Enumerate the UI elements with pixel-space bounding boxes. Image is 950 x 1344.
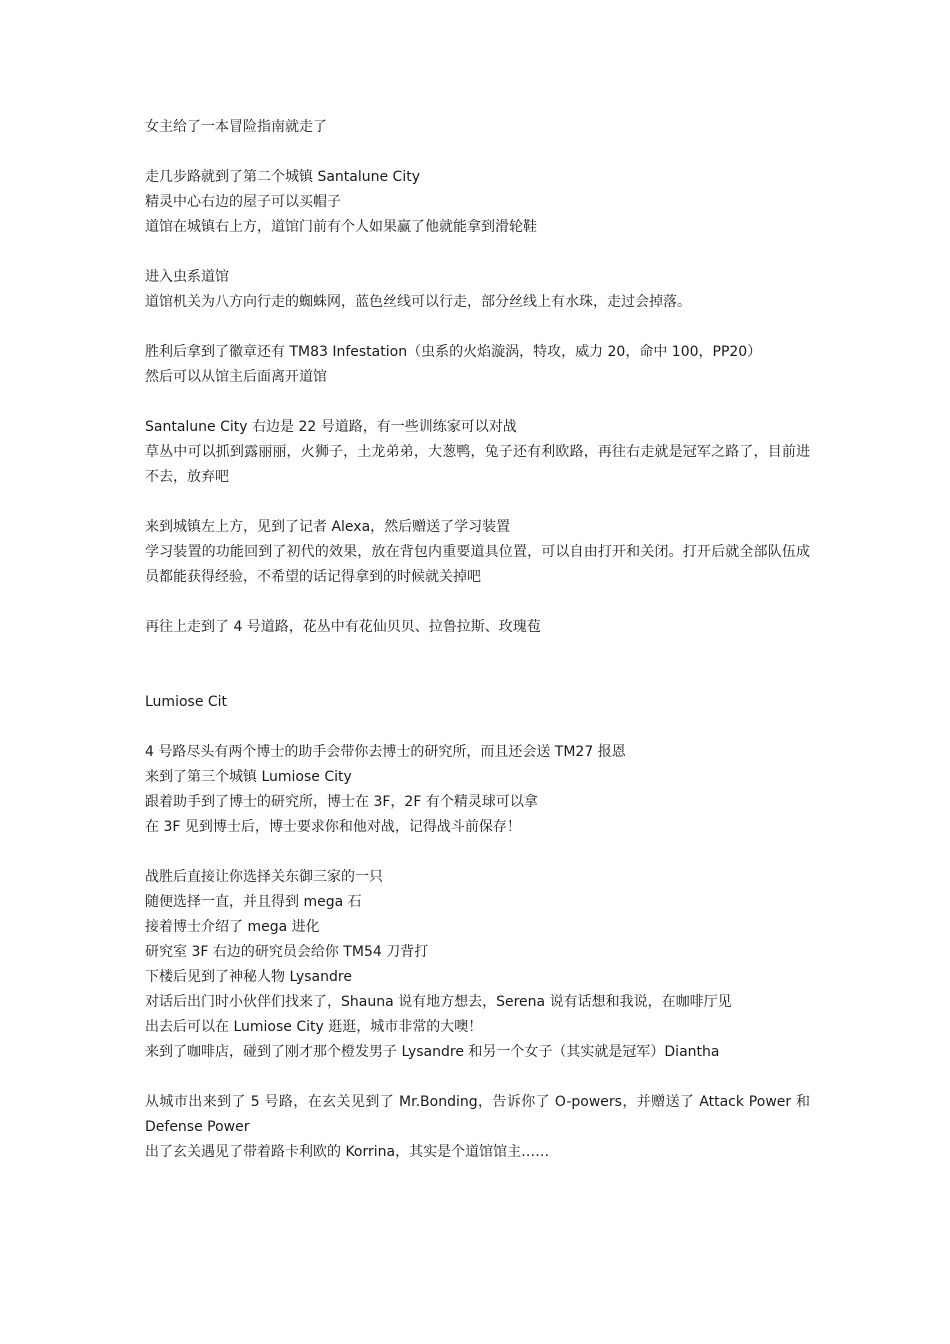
text-line: 精灵中心右边的屋子可以买帽子	[145, 194, 341, 210]
text-line: 走几步路就到了第二个城镇 Santalune City	[145, 169, 420, 185]
text-line: 在 3F 见到博士后，博士要求你和他对战，记得战斗前保存！	[145, 819, 521, 835]
text-line: 从城市出来到了 5 号路，在玄关见到了 Mr.Bonding，告诉你了 O-powers，并赠送了 Attack Power 和 Defense Power	[145, 1094, 810, 1135]
text-line: 进入虫系道馆	[145, 269, 229, 285]
text-line: 然后可以从馆主后面离开道馆	[145, 369, 327, 385]
text-line: 女主给了一本冒险指南就走了	[145, 119, 327, 135]
blank-line	[145, 140, 810, 165]
text-line: Santalune City 右边是 22 号道路，有一些训练家可以对战	[145, 419, 517, 435]
text-line: 接着博士介绍了 mega 进化	[145, 919, 320, 935]
text-line: 再往上走到了 4 号道路，花丛中有花仙贝贝、拉鲁拉斯、玫瑰苞	[145, 619, 541, 635]
text-line: 出去后可以在 Lumiose City 逛逛，城市非常的大噢！	[145, 1019, 483, 1035]
text-line: 出了玄关遇见了带着路卡利欧的 Korrina，其实是个道馆馆主……	[145, 1144, 550, 1160]
text-line: 来到了咖啡店，碰到了刚才那个橙发男子 Lysandre 和另一个女子（其实就是冠军）Diantha	[145, 1044, 720, 1060]
text-line: 胜利后拿到了徽章还有 TM83 Infestation（虫系的火焰漩涡，特攻，威力 20，命中 100，PP20）	[145, 344, 762, 360]
text-line: 学习装置的功能回到了初代的效果，放在背包内重要道具位置，可以自由打开和关闭。打开后就全部队伍成员都能获得经验，不希望的话记得拿到的时候就关掉吧	[145, 544, 810, 585]
blank-line	[145, 840, 810, 865]
text-line: 4 号路尽头有两个博士的助手会带你去博士的研究所，而且还会送 TM27 报恩	[145, 744, 626, 760]
blank-line	[145, 240, 810, 265]
text-line: 战胜后直接让你选择关东御三家的一只	[145, 869, 383, 885]
text-line: 随便选择一直，并且得到 mega 石	[145, 894, 362, 910]
text-line: 道馆在城镇右上方，道馆门前有个人如果赢了他就能拿到滑轮鞋	[145, 219, 537, 235]
blank-line	[145, 640, 810, 690]
document-body	[145, 115, 810, 1165]
blank-line	[145, 490, 810, 515]
blank-line	[145, 1065, 810, 1090]
blank-line	[145, 715, 810, 740]
text-line: 道馆机关为八方向行走的蜘蛛网，蓝色丝线可以行走，部分丝线上有水珠，走过会掉落。	[145, 294, 691, 310]
text-line: 草丛中可以抓到露丽丽，火狮子，土龙弟弟，大葱鸭，兔子还有利欧路，再往右走就是冠军之路了，目前进不去，放弃吧	[145, 444, 810, 485]
text-line: 跟着助手到了博士的研究所，博士在 3F，2F 有个精灵球可以拿	[145, 794, 538, 810]
blank-line	[145, 590, 810, 615]
text-line: 研究室 3F 右边的研究员会给你 TM54 刀背打	[145, 944, 429, 960]
text-line: 来到了第三个城镇 Lumiose City	[145, 769, 352, 785]
section-heading: Lumiose Cit	[145, 694, 228, 710]
text-line: 对话后出门时小伙伴们找来了，Shauna 说有地方想去，Serena 说有话想和我说，在咖啡厅见	[145, 994, 732, 1010]
text-line: 下楼后见到了神秘人物 Lysandre	[145, 969, 352, 985]
text-line: 来到城镇左上方，见到了记者 Alexa，然后赠送了学习装置	[145, 519, 511, 535]
blank-line	[145, 315, 810, 340]
blank-line	[145, 390, 810, 415]
